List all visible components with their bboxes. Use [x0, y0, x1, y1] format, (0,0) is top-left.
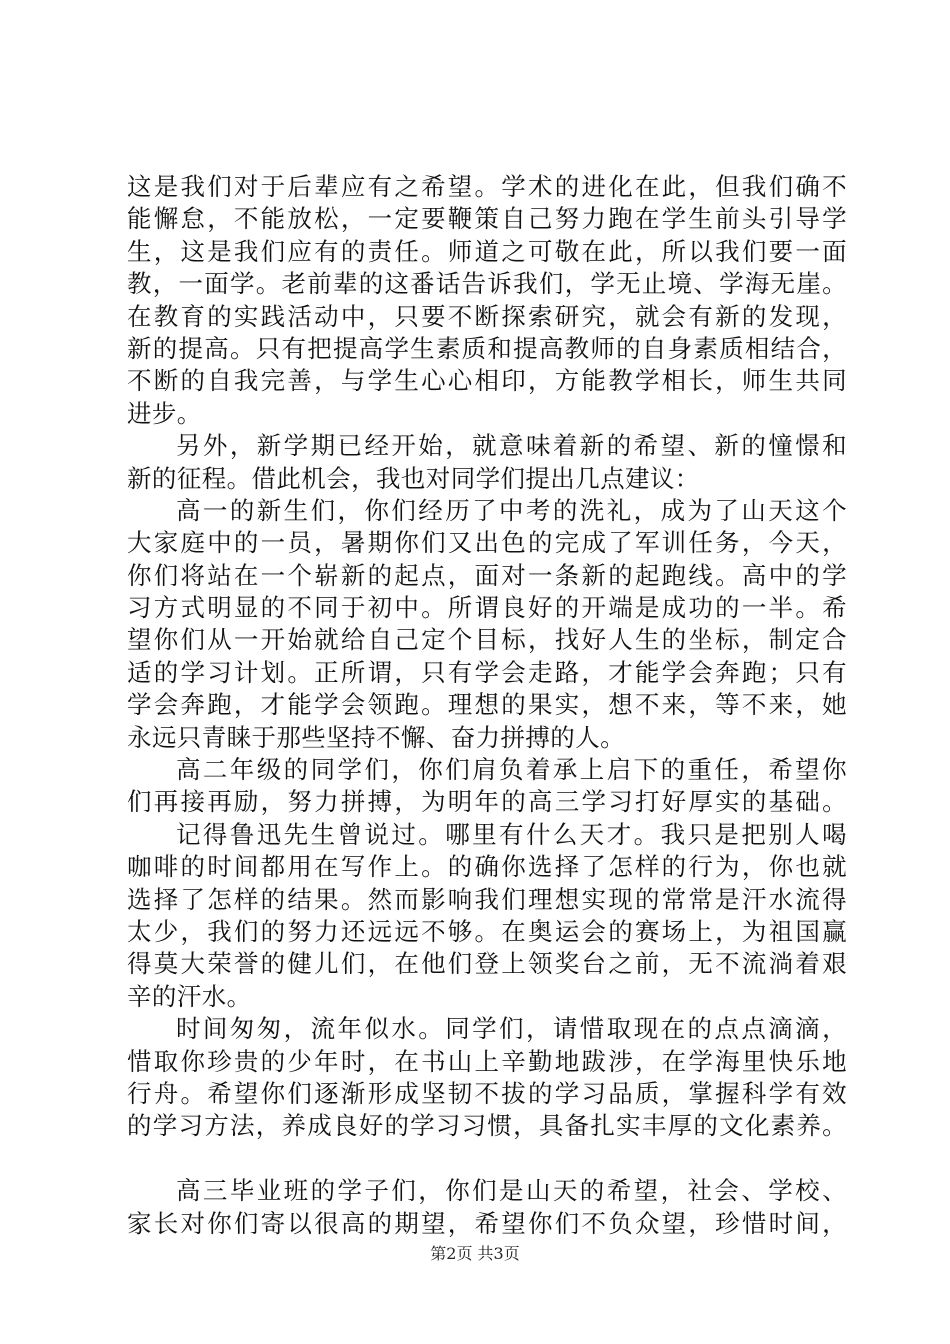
text-line: 不断的自我完善，与学生心心相印，方能教学相长，师生共同 — [127, 366, 847, 396]
text-line: 们再接再励，努力拼搏，为明年的高三学习打好厚实的基础。 — [127, 787, 847, 817]
text-line: 行舟。希望你们逐渐形成坚韧不拔的学习品质，掌握科学有效 — [127, 1078, 847, 1108]
text-line: 得莫大荣誉的健儿们，在他们登上领奖台之前，无不流淌着艰 — [127, 949, 847, 979]
text-line: 在教育的实践活动中，只要不断探索研究，就会有新的发现， — [127, 301, 847, 331]
text-line: 高一的新生们，你们经历了中考的洗礼，成为了山天这个 — [176, 495, 847, 525]
text-line: 望你们从一开始就给自己定个目标，找好人生的坐标，制定合 — [127, 625, 847, 655]
text-line: 咖啡的时间都用在写作上。的确你选择了怎样的行为，你也就 — [127, 852, 847, 882]
text-line: 教，一面学。老前辈的这番话告诉我们，学无止境、学海无崖。 — [127, 269, 847, 299]
text-line: 另外，新学期已经开始，就意味着新的希望、新的憧憬和 — [176, 431, 847, 461]
text-line: 选择了怎样的结果。然而影响我们理想实现的常常是汗水流得 — [127, 884, 847, 914]
document-body — [127, 171, 847, 1240]
text-line: 大家庭中的一员，暑期你们又出色的完成了军训任务，今天， — [127, 528, 847, 558]
text-line: 的学习方法，养成良好的学习习惯，具备扎实丰厚的文化素养。 — [127, 1111, 847, 1141]
blank-line — [127, 1143, 847, 1175]
text-line: 永远只青睐于那些坚持不懈、奋力拼搏的人。 — [127, 722, 625, 752]
text-line: 适的学习计划。正所谓，只有学会走路，才能学会奔跑；只有 — [127, 657, 847, 687]
text-line: 学会奔跑，才能学会领跑。理想的果实，想不来，等不来，她 — [127, 690, 847, 720]
text-line: 记得鲁迅先生曾说过。哪里有什么天才。我只是把别人喝 — [176, 819, 847, 849]
text-line: 新的征程。借此机会，我也对同学们提出几点建议： — [127, 463, 700, 493]
text-line: 生，这是我们应有的责任。师道之可敬在此，所以我们要一面 — [127, 236, 847, 266]
text-line: 家长对你们寄以很高的期望，希望你们不负众望，珍惜时间， — [127, 1208, 847, 1238]
text-line: 能懈怠，不能放松，一定要鞭策自己努力跑在学生前头引导学 — [127, 204, 847, 234]
text-line: 高二年级的同学们，你们肩负着承上启下的重任，希望你 — [176, 755, 847, 785]
text-line: 时间匆匆，流年似水。同学们，请惜取现在的点点滴滴， — [176, 1014, 847, 1044]
text-line: 你们将站在一个崭新的起点，面对一条新的起跑线。高中的学 — [127, 560, 847, 590]
text-line: 高三毕业班的学子们，你们是山天的希望，社会、学校、 — [176, 1176, 847, 1206]
text-line: 新的提高。只有把提高学生素质和提高教师的自身素质相结合， — [127, 333, 847, 363]
text-line: 辛的汗水。 — [127, 981, 252, 1011]
text-line: 习方式明显的不同于初中。所谓良好的开端是成功的一半。希 — [127, 593, 847, 623]
text-line: 进步。 — [127, 398, 202, 428]
page-footer: 第2页 共3页 — [430, 1244, 520, 1263]
text-line: 太少，我们的努力还远远不够。在奥运会的赛场上，为祖国赢 — [127, 916, 847, 946]
text-line: 这是我们对于后辈应有之希望。学术的进化在此，但我们确不 — [127, 172, 847, 201]
text-line: 惜取你珍贵的少年时，在书山上辛勤地跋涉，在学海里快乐地 — [127, 1046, 847, 1076]
